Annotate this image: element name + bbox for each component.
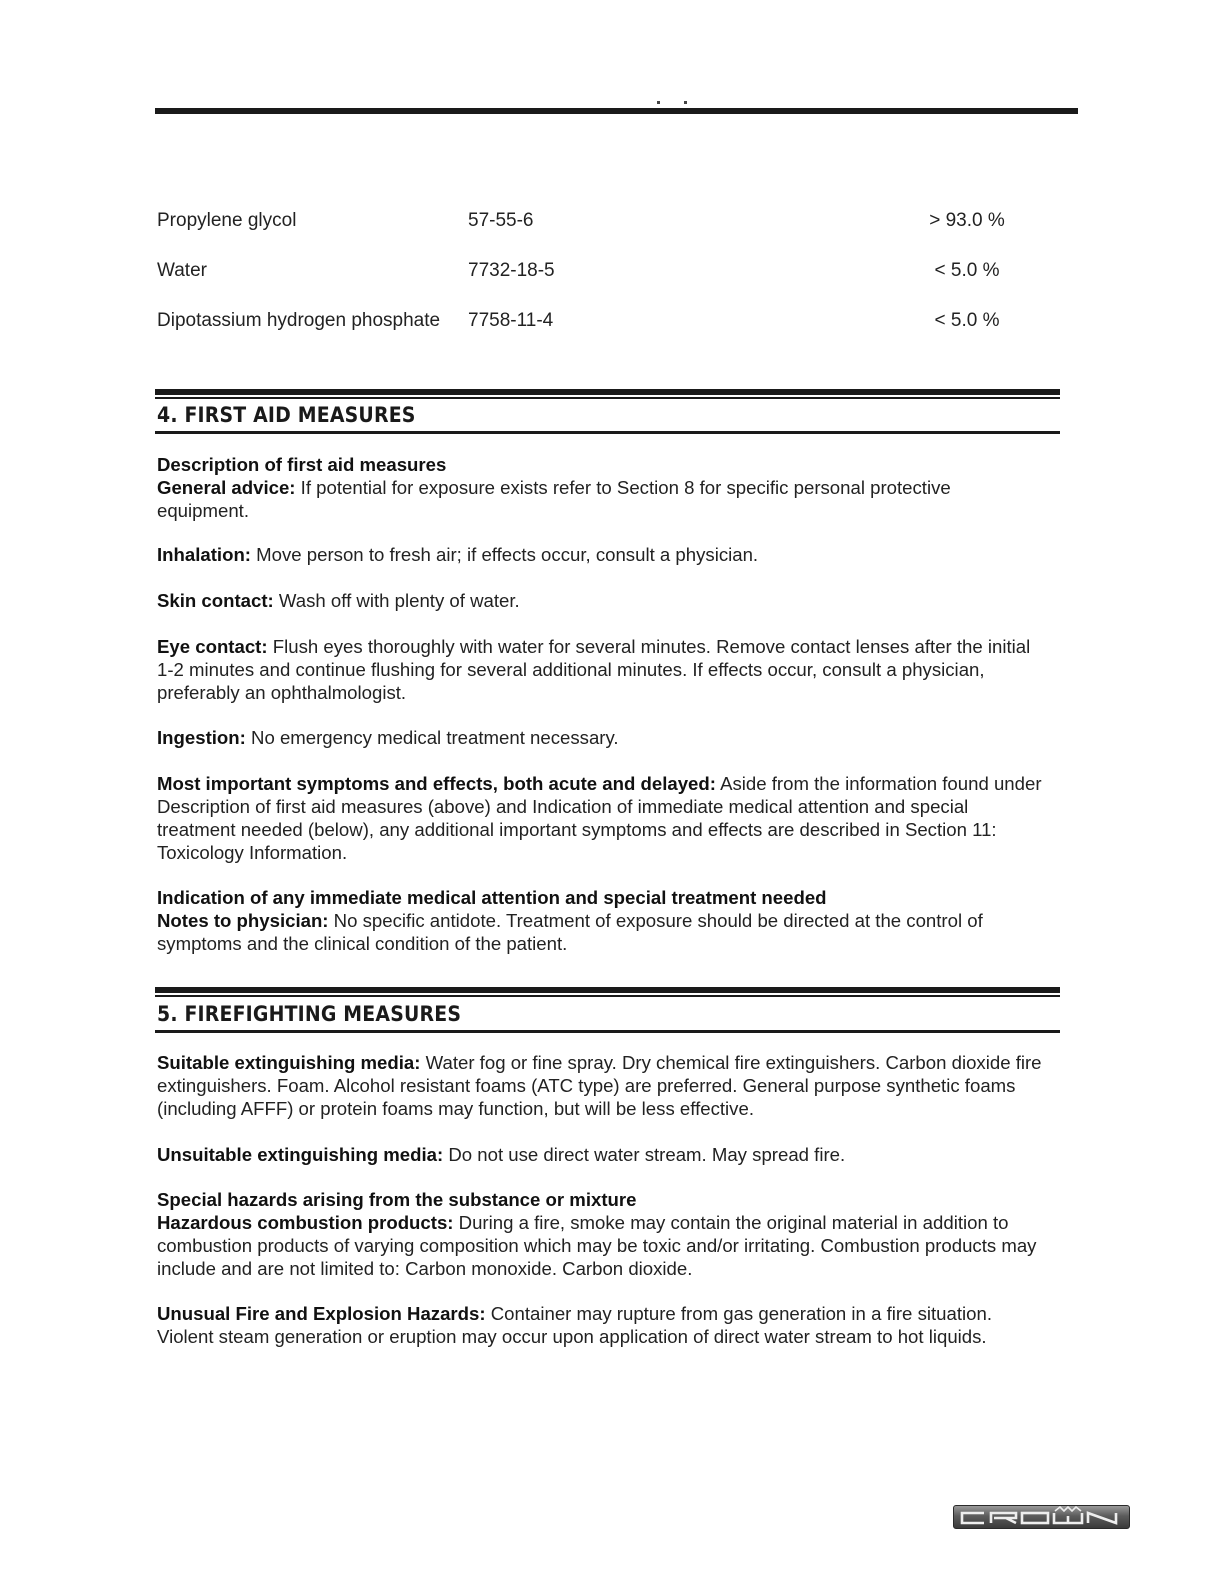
section-5-top-rule — [155, 987, 1060, 997]
general-advice-paragraph — [157, 476, 1047, 522]
unsuitable-media-label: Unsuitable extinguishing media: — [157, 1144, 444, 1165]
ingestion-paragraph — [157, 726, 1047, 749]
unusual-hazards-label: Unusual Fire and Explosion Hazards: — [157, 1303, 486, 1324]
section-4-heading: 4. FIRST AID MEASURES — [157, 403, 416, 427]
section-4-bottom-rule — [155, 431, 1060, 434]
unusual-hazards-text: Container may rupture from gas generation in a fire situation. Violent steam generation or eruption may occur upon application of direct water stream to hot liquids. — [157, 1303, 992, 1347]
ingestion-text: No emergency medical treatment necessary. — [245, 727, 619, 748]
hazardous-combustion-text: During a fire, smoke may contain the original material in addition to combustion products of varying composition which may be toxic and/or irritating. Combustion products may include and are not limited to: Carbon monoxide. Carbon dioxide. — [157, 1212, 1037, 1279]
component-cas: 57-55-6 — [468, 210, 534, 231]
symptoms-label: Most important symptoms and effects, both acute and delayed: — [157, 773, 716, 794]
component-name: Dipotassium hydrogen phosphate — [157, 310, 441, 331]
eye-contact-text: Flush eyes thoroughly with water for several minutes. Remove contact lenses after the initial 1-2 minutes and continue flushing for several additional minutes. If effects occur, consult a physician, preferably an ophthalmologist. — [157, 636, 1031, 703]
inhalation-text: Move person to fresh air; if effects occur, consult a physician. — [251, 544, 759, 565]
component-cas: 7758-11-4 — [468, 310, 554, 331]
header-rule — [155, 108, 1078, 114]
description-heading: Description of first aid measures — [157, 454, 447, 475]
composition-row — [157, 310, 1017, 334]
general-advice-label: General advice: — [157, 477, 296, 498]
suitable-media-paragraph — [157, 1051, 1047, 1120]
component-name: Propylene glycol — [157, 210, 297, 231]
section-5-heading: 5. FIREFIGHTING MEASURES — [157, 1002, 462, 1026]
section-5-bottom-rule — [155, 1030, 1060, 1033]
component-cas: 7732-18-5 — [468, 260, 555, 281]
unsuitable-media-paragraph — [157, 1143, 1047, 1166]
composition-row — [157, 210, 1017, 234]
notes-to-physician-label: Notes to physician: — [157, 910, 329, 931]
skin-contact-paragraph — [157, 589, 1047, 612]
unsuitable-media-text: Do not use direct water stream. May spread fire. — [443, 1144, 846, 1165]
unusual-hazards-paragraph — [157, 1302, 1047, 1348]
header-mark — [684, 101, 687, 104]
skin-contact-label: Skin contact: — [157, 590, 274, 611]
crown-logo — [953, 1505, 1130, 1529]
hazardous-combustion-paragraph — [157, 1211, 1047, 1280]
hazardous-combustion-label: Hazardous combustion products: — [157, 1212, 454, 1233]
suitable-media-label: Suitable extinguishing media: — [157, 1052, 421, 1073]
inhalation-paragraph — [157, 543, 1047, 566]
general-advice-text: If potential for exposure exists refer to Section 8 for specific personal protective equipment. — [157, 477, 951, 521]
indication-heading: Indication of any immediate medical attention and special treatment needed — [157, 887, 827, 908]
component-concentration: > 93.0 % — [929, 210, 1005, 231]
section-4-top-rule — [155, 389, 1060, 399]
notes-to-physician-paragraph — [157, 909, 1047, 955]
special-hazards-heading: Special hazards arising from the substance or mixture — [157, 1189, 637, 1210]
component-concentration: < 5.0 % — [934, 260, 1000, 281]
component-concentration: < 5.0 % — [934, 310, 1000, 331]
skin-contact-text: Wash off with plenty of water. — [273, 590, 520, 611]
inhalation-label: Inhalation: — [157, 544, 251, 565]
notes-to-physician-text: No specific antidote. Treatment of exposure should be directed at the control of symptoms and the clinical condition of the patient. — [157, 910, 983, 954]
symptoms-paragraph — [157, 772, 1047, 864]
crown-logo-mark — [954, 1506, 1131, 1530]
ingestion-label: Ingestion: — [157, 727, 246, 748]
eye-contact-label: Eye contact: — [157, 636, 268, 657]
component-name: Water — [157, 260, 207, 281]
symptoms-text: Aside from the information found under Description of first aid measures (above) and Indication of immediate medical attention and special treatment needed (below), any additional important symptoms and effects are described in Section 11: Toxicology Information. — [157, 773, 1042, 863]
suitable-media-text: Water fog or fine spray. Dry chemical fire extinguishers. Carbon dioxide fire extinguishers. Foam. Alcohol resistant foams (ATC type) are preferred. General purpose synthetic foams (including AFFF) or protein foams may function, but will be less effective. — [157, 1052, 1042, 1119]
header-mark — [657, 101, 660, 104]
eye-contact-paragraph — [157, 635, 1047, 704]
composition-row — [157, 260, 1017, 284]
